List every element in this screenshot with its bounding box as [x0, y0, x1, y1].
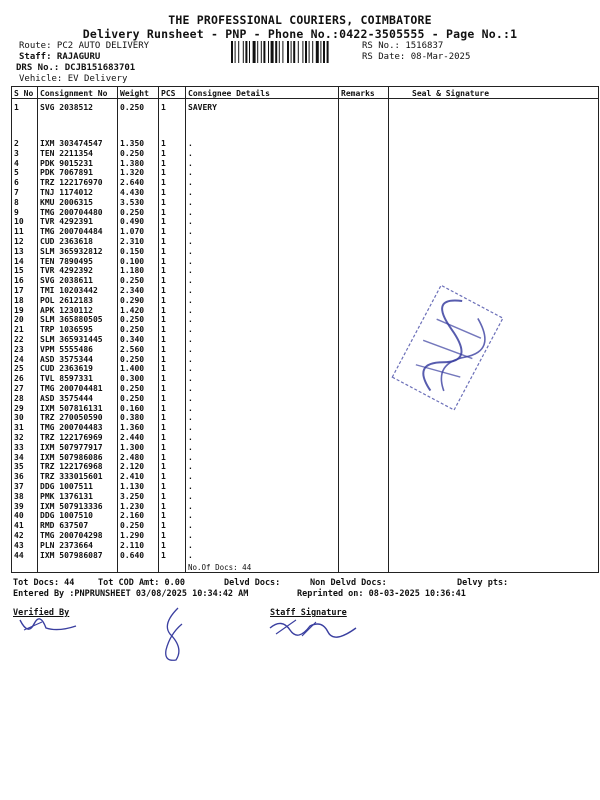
row-consignment: TVR 4292391	[40, 217, 93, 227]
row-sno: 34	[14, 452, 24, 462]
table-row	[12, 413, 352, 423]
row-weight: 2.110	[120, 540, 145, 550]
row-consignment: TMG 200704484	[40, 227, 103, 237]
col-remarks: Remarks	[341, 89, 375, 98]
table-row	[12, 374, 352, 384]
row-pcs: 1	[161, 276, 166, 286]
runsheet-subtitle: Delivery Runsheet - PNP - Phone No.:0422-3505555 - Page No.:1	[82, 27, 518, 41]
row-consignment: TRZ 122176970	[40, 178, 103, 188]
table-row	[12, 315, 352, 325]
handwritten-signature	[150, 604, 200, 664]
row-sno: 29	[14, 403, 24, 413]
col-consignee: Consignee Details	[188, 89, 270, 98]
row-pcs: 1	[161, 540, 166, 550]
row-weight: 2.120	[120, 462, 145, 472]
row-consignment: POL 2612183	[40, 295, 93, 305]
row-pcs: 1	[161, 227, 166, 237]
row-pcs: 1	[161, 139, 166, 148]
row-pcs: 1	[161, 325, 166, 335]
row-consignee: SAVERY	[188, 103, 217, 112]
row-sno: 19	[14, 305, 24, 315]
verified-signature	[16, 614, 86, 638]
row-consignment: PMK 1376131	[40, 491, 93, 501]
row-weight: 2.560	[120, 344, 145, 354]
table-row	[12, 168, 352, 178]
row-consignee-dot: .	[188, 462, 193, 472]
row-consignment: IXM 303474547	[40, 139, 103, 148]
route-label: Route: PC2 AUTO DELIVERY	[19, 41, 150, 51]
vehicle-label: Vehicle: EV Delivery	[19, 74, 128, 84]
row-weight: 2.480	[120, 452, 145, 462]
row-consignee-dot: .	[188, 305, 193, 315]
row-consignee-dot: .	[188, 403, 193, 413]
row-consignee-dot: .	[188, 325, 193, 335]
tot-cod-amount: Tot COD Amt: 0.00	[98, 578, 185, 588]
row-weight: 2.310	[120, 237, 145, 246]
delvd-docs: Delvd Docs:	[224, 578, 281, 588]
row-consignment: ASD 3575444	[40, 393, 93, 403]
table-row	[12, 433, 352, 443]
row-weight: 1.130	[120, 482, 145, 491]
row-weight: 3.530	[120, 197, 145, 207]
row-sno: 35	[14, 462, 24, 472]
row-weight: 0.160	[120, 403, 145, 413]
table-row	[12, 149, 352, 159]
row-sno: 7	[14, 188, 19, 197]
row-consignment: TVR 4292392	[40, 266, 93, 276]
row-weight: 3.250	[120, 491, 145, 501]
row-consignee-dot: .	[188, 168, 193, 178]
row-weight: 0.340	[120, 335, 145, 344]
table-row	[12, 208, 352, 218]
row-sno: 32	[14, 433, 24, 442]
row-sno: 37	[14, 482, 24, 491]
col-consignment: Consignment No	[40, 89, 108, 98]
row-consignment: KMU 2006315	[40, 197, 93, 207]
row-pcs: 1	[161, 423, 166, 433]
row-weight: 1.070	[120, 227, 145, 237]
row-pcs: 1	[161, 442, 166, 452]
row-consignee-dot: .	[188, 364, 193, 374]
row-weight: 1.420	[120, 305, 145, 315]
row-pcs: 1	[161, 501, 166, 511]
row-consignment: IXM 507913336	[40, 501, 103, 511]
row-weight: 0.150	[120, 246, 145, 256]
table-row	[12, 103, 352, 113]
entered-by: Entered By :PNPRUNSHEET 03/08/2025 10:34:42 AM	[13, 589, 249, 599]
row-pcs: 1	[161, 256, 166, 266]
table-row	[12, 355, 352, 365]
table-row	[12, 511, 352, 521]
row-pcs: 1	[161, 305, 166, 315]
row-consignment: SLM 365931445	[40, 335, 103, 344]
verified-by-label: Verified By	[13, 608, 70, 618]
row-sno: 26	[14, 374, 24, 384]
row-pcs: 1	[161, 168, 166, 178]
staff-signature	[266, 614, 362, 642]
row-sno: 38	[14, 491, 24, 501]
rs-date: RS Date: 08-Mar-2025	[362, 52, 471, 62]
row-pcs: 1	[161, 403, 166, 413]
row-pcs: 1	[161, 246, 166, 256]
row-pcs: 1	[161, 452, 166, 462]
row-sno: 16	[14, 276, 24, 286]
row-pcs: 1	[161, 511, 166, 521]
row-weight: 0.250	[120, 207, 145, 217]
row-consignee-dot: .	[188, 315, 193, 325]
row-consignee-dot: .	[188, 452, 193, 462]
table-row	[12, 394, 352, 404]
table-row	[12, 364, 352, 374]
row-weight: 0.380	[120, 413, 145, 423]
row-consignee-dot: .	[188, 286, 193, 295]
row-consignment: TEN 7890495	[40, 256, 93, 266]
row-weight: 2.340	[120, 286, 145, 295]
row-consignment: SVG 2038611	[40, 276, 93, 286]
row-consignment: CUD 2363619	[40, 364, 93, 374]
table-row	[12, 482, 352, 492]
row-sno: 6	[14, 178, 19, 188]
table-row	[12, 541, 352, 551]
row-consignment: CUD 2363618	[40, 237, 93, 246]
row-pcs: 1	[161, 384, 166, 393]
no-of-docs: No.Of Docs: 44	[188, 563, 252, 572]
row-pcs: 1	[161, 158, 166, 168]
table-row	[12, 521, 352, 531]
row-consignment: SLM 365932812	[40, 246, 103, 256]
row-sno: 8	[14, 197, 19, 207]
row-sno: 44	[14, 550, 24, 560]
row-pcs: 1	[161, 295, 166, 305]
row-weight: 1.230	[120, 501, 145, 511]
row-pcs: 1	[161, 315, 166, 325]
table-row	[12, 159, 352, 169]
row-sno: 31	[14, 423, 24, 433]
row-weight: 0.300	[120, 374, 145, 384]
col-sno: S No	[14, 89, 34, 98]
row-weight: 0.640	[120, 550, 145, 560]
row-pcs: 1	[161, 207, 166, 217]
row-consignment: TRZ 333015601	[40, 472, 103, 482]
row-pcs: 1	[161, 531, 166, 540]
row-weight: 1.400	[120, 364, 145, 374]
col-seal-signature: Seal & Signature	[412, 89, 490, 98]
row-consignment: TEN 2211354	[40, 148, 93, 158]
row-weight: 1.380	[120, 158, 145, 168]
row-consignment: PDK 7067891	[40, 168, 93, 178]
row-consignment: TMG 200704480	[40, 207, 103, 217]
row-consignee-dot: .	[188, 188, 193, 197]
row-sno: 40	[14, 511, 24, 521]
row-consignee-dot: .	[188, 207, 193, 217]
row-consignee-dot: .	[188, 178, 193, 188]
row-consignee-dot: .	[188, 148, 193, 158]
table-row	[12, 217, 352, 227]
table-row	[12, 335, 352, 345]
row-consignee-dot: .	[188, 511, 193, 521]
row-consignee-dot: .	[188, 491, 193, 501]
row-weight: 0.250	[120, 393, 145, 403]
row-consignment: TMG 200704298	[40, 531, 103, 540]
row-consignee-dot: .	[188, 295, 193, 305]
table-row	[12, 551, 352, 561]
row-pcs: 1	[161, 148, 166, 158]
row-consignment: TNJ 1174012	[40, 188, 93, 197]
delvy-pts: Delvy pts:	[457, 578, 509, 588]
row-sno: 12	[14, 237, 24, 246]
table-row	[12, 531, 352, 541]
row-pcs: 1	[161, 178, 166, 188]
row-pcs: 1	[161, 521, 166, 531]
row-consignee-dot: .	[188, 354, 193, 364]
barcode	[231, 41, 355, 63]
table-row	[12, 178, 352, 188]
row-consignment: TRZ 270050590	[40, 413, 103, 423]
row-sno: 30	[14, 413, 24, 423]
row-consignment: IXM 507986086	[40, 452, 103, 462]
row-pcs: 1	[161, 286, 166, 295]
table-row	[12, 139, 352, 149]
row-weight: 1.350	[120, 139, 145, 148]
row-consignment: VPM 5555486	[40, 344, 93, 354]
col-weight: Weight	[120, 89, 149, 98]
row-pcs: 1	[161, 237, 166, 246]
row-weight: 0.250	[120, 103, 145, 112]
row-pcs: 1	[161, 364, 166, 374]
row-weight: 1.320	[120, 168, 145, 178]
row-consignee-dot: .	[188, 472, 193, 482]
row-sno: 41	[14, 521, 24, 531]
table-row	[12, 237, 352, 247]
table-row	[12, 227, 352, 237]
row-consignee-dot: .	[188, 540, 193, 550]
row-sno: 28	[14, 393, 24, 403]
table-row	[12, 462, 352, 472]
row-sno: 22	[14, 335, 24, 344]
company-title: THE PROFESSIONAL COURIERS, COIMBATORE	[168, 13, 432, 27]
table-row	[12, 296, 352, 306]
row-weight: 1.180	[120, 266, 145, 276]
row-pcs: 1	[161, 335, 166, 344]
table-row	[12, 443, 352, 453]
row-sno: 33	[14, 442, 24, 452]
row-sno: 17	[14, 286, 24, 295]
row-sno: 20	[14, 315, 24, 325]
row-consignment: SLM 365880505	[40, 315, 103, 325]
row-consignment: IXM 507977917	[40, 442, 103, 452]
row-consignee-dot: .	[188, 482, 193, 491]
table-row	[12, 404, 352, 414]
row-pcs: 1	[161, 462, 166, 472]
row-consignment: TMG 200704481	[40, 384, 103, 393]
row-pcs: 1	[161, 550, 166, 560]
row-pcs: 1	[161, 433, 166, 442]
row-sno: 25	[14, 364, 24, 374]
row-consignee-dot: .	[188, 276, 193, 286]
drs-number: DRS No.: DCJB151683701	[16, 63, 136, 73]
row-pcs: 1	[161, 217, 166, 227]
row-consignment: IXM 507986087	[40, 550, 103, 560]
table-row	[12, 472, 352, 482]
row-consignee-dot: .	[188, 521, 193, 531]
row-consignee-dot: .	[188, 227, 193, 237]
row-consignment: DDG 1007510	[40, 511, 93, 521]
row-sno: 3	[14, 148, 19, 158]
row-sno: 9	[14, 207, 19, 217]
row-sno: 13	[14, 246, 24, 256]
row-weight: 2.410	[120, 472, 145, 482]
row-consignee-dot: .	[188, 501, 193, 511]
row-sno: 18	[14, 295, 24, 305]
row-sno: 14	[14, 256, 24, 266]
table-row	[12, 384, 352, 394]
row-pcs: 1	[161, 413, 166, 423]
table-row	[12, 492, 352, 502]
row-consignee-dot: .	[188, 158, 193, 168]
row-sno: 4	[14, 158, 19, 168]
table-row	[12, 325, 352, 335]
table-row	[12, 423, 352, 433]
row-pcs: 1	[161, 472, 166, 482]
row-consignment: IXM 507816131	[40, 403, 103, 413]
row-weight: 0.290	[120, 295, 145, 305]
row-weight: 0.250	[120, 354, 145, 364]
row-sno: 36	[14, 472, 24, 482]
row-consignment: SVG 2038512	[40, 103, 93, 112]
row-consignee-dot: .	[188, 442, 193, 452]
row-consignee-dot: .	[188, 423, 193, 433]
table-row	[12, 306, 352, 316]
row-pcs: 1	[161, 344, 166, 354]
row-consignee-dot: .	[188, 139, 193, 148]
row-sno: 10	[14, 217, 24, 227]
row-weight: 2.640	[120, 178, 145, 188]
row-sno: 27	[14, 384, 24, 393]
row-sno: 21	[14, 325, 24, 335]
row-weight: 0.250	[120, 325, 145, 335]
row-sno: 1	[14, 103, 19, 112]
row-weight: 0.250	[120, 521, 145, 531]
row-sno: 5	[14, 168, 19, 178]
row-consignment: TMG 200704483	[40, 423, 103, 433]
row-consignee-dot: .	[188, 237, 193, 246]
row-pcs: 1	[161, 374, 166, 384]
row-pcs: 1	[161, 103, 166, 112]
row-consignment: TVL 8597331	[40, 374, 93, 384]
row-weight: 0.250	[120, 276, 145, 286]
row-pcs: 1	[161, 491, 166, 501]
table-row	[12, 266, 352, 276]
row-consignee-dot: .	[188, 393, 193, 403]
row-consignee-dot: .	[188, 384, 193, 393]
row-consignment: TRP 1036595	[40, 325, 93, 335]
row-sno: 43	[14, 540, 24, 550]
row-consignee-dot: .	[188, 433, 193, 442]
staff-label: Staff: RAJAGURU	[19, 52, 101, 62]
staff-signature-label: Staff Signature	[270, 608, 347, 618]
row-weight: 0.250	[120, 315, 145, 325]
table-row	[12, 198, 352, 208]
row-pcs: 1	[161, 197, 166, 207]
non-delvd-docs: Non Delvd Docs:	[310, 578, 387, 588]
row-consignment: TRZ 122176968	[40, 462, 103, 472]
row-consignee-dot: .	[188, 217, 193, 227]
tot-docs: Tot Docs: 44	[13, 578, 75, 588]
row-pcs: 1	[161, 393, 166, 403]
row-consignment: TRZ 122176969	[40, 433, 103, 442]
row-weight: 2.160	[120, 511, 145, 521]
row-consignment: PDK 9015231	[40, 158, 93, 168]
col-pcs: PCS	[161, 89, 176, 98]
row-consignee-dot: .	[188, 344, 193, 354]
row-weight: 0.250	[120, 148, 145, 158]
table-row	[12, 345, 352, 355]
row-consignee-dot: .	[188, 197, 193, 207]
row-consignee-dot: .	[188, 413, 193, 423]
table-row	[12, 502, 352, 512]
row-consignment: PLN 2373664	[40, 540, 93, 550]
table-row	[12, 276, 352, 286]
row-sno: 11	[14, 227, 24, 237]
row-pcs: 1	[161, 354, 166, 364]
row-consignee-dot: .	[188, 246, 193, 256]
row-consignment: ASD 3575344	[40, 354, 93, 364]
row-pcs: 1	[161, 482, 166, 491]
reprinted-on: Reprinted on: 08-03-2025 10:36:41	[297, 589, 466, 599]
row-consignee-dot: .	[188, 266, 193, 276]
row-consignment: APK 1230112	[40, 305, 93, 315]
table-row	[12, 188, 352, 198]
row-weight: 4.430	[120, 188, 145, 197]
row-consignment: RMD 637507	[40, 521, 89, 531]
row-sno: 2	[14, 139, 19, 148]
row-sno: 39	[14, 501, 24, 511]
row-consignee-dot: .	[188, 374, 193, 384]
row-weight: 0.490	[120, 217, 145, 227]
row-weight: 2.440	[120, 433, 145, 442]
row-pcs: 1	[161, 188, 166, 197]
row-pcs: 1	[161, 266, 166, 276]
rs-number: RS No.: 1516837	[362, 41, 444, 51]
row-weight: 1.360	[120, 423, 145, 433]
row-sno: 15	[14, 266, 24, 276]
row-weight: 1.290	[120, 531, 145, 540]
row-sno: 23	[14, 344, 24, 354]
table-row	[12, 247, 352, 257]
table-row	[12, 257, 352, 267]
row-consignee-dot: .	[188, 550, 193, 560]
row-consignee-dot: .	[188, 335, 193, 344]
row-weight: 1.300	[120, 442, 145, 452]
row-sno: 24	[14, 354, 24, 364]
row-sno: 42	[14, 531, 24, 540]
row-consignee-dot: .	[188, 531, 193, 540]
row-consignee-dot: .	[188, 256, 193, 266]
row-consignment: DDG 1007511	[40, 482, 93, 491]
row-consignment: TMI 10203442	[40, 286, 98, 295]
table-row	[12, 453, 352, 463]
row-weight: 0.100	[120, 256, 145, 266]
table-row	[12, 286, 352, 296]
row-weight: 0.250	[120, 384, 145, 393]
